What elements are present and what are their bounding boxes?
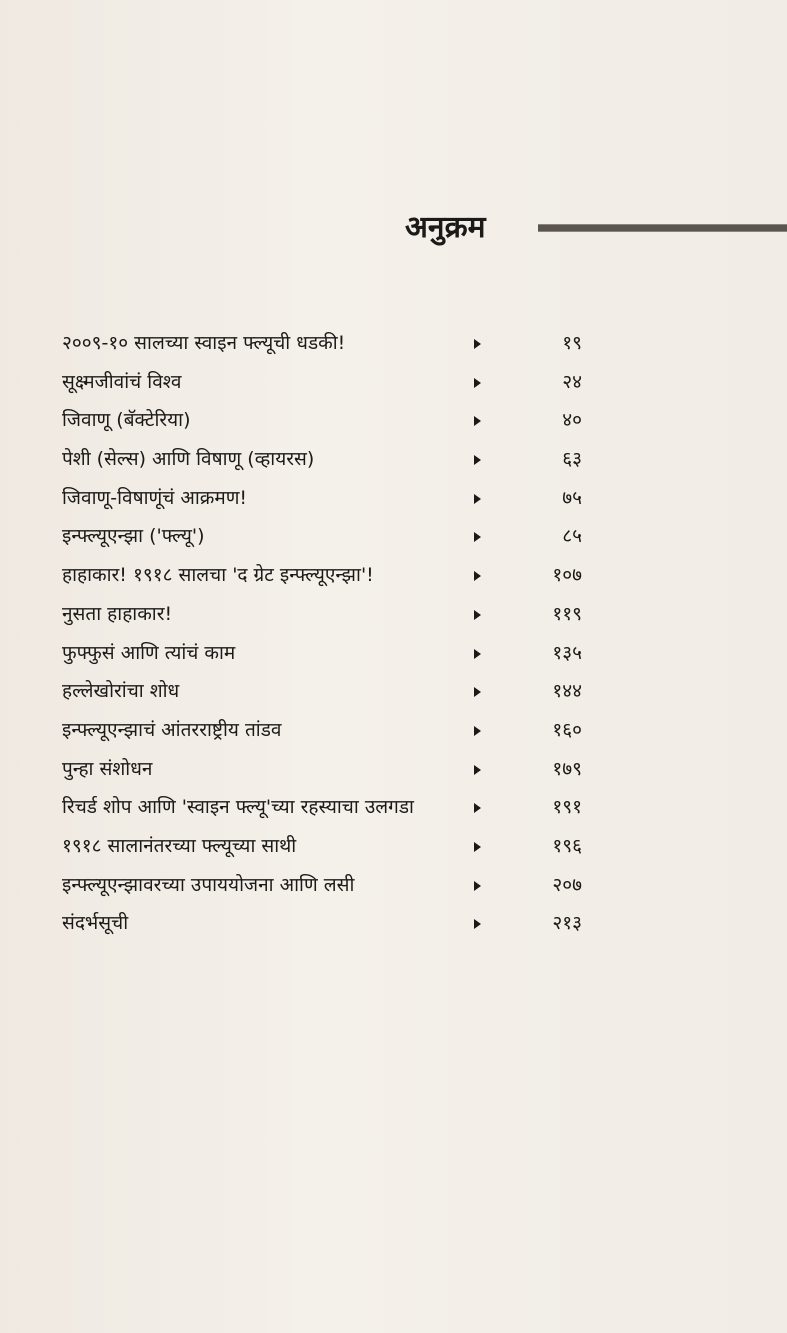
toc-entry bbox=[62, 519, 582, 558]
triangle-right-icon bbox=[474, 726, 481, 736]
heading-rule bbox=[538, 224, 787, 232]
triangle-right-icon bbox=[474, 919, 481, 929]
toc-entry-title: फुफ्फुसं आणि त्यांचं काम bbox=[62, 641, 236, 664]
triangle-right-icon bbox=[474, 455, 481, 465]
triangle-right-icon bbox=[474, 842, 481, 852]
toc-entry-page-number: ६३ bbox=[562, 448, 582, 471]
toc-entry-title: २००९-१० सालच्या स्वाइन फ्ल्यूची धडकी! bbox=[62, 332, 346, 354]
toc-entry-page-number: २४ bbox=[562, 370, 582, 393]
page-title: अनुक्रम bbox=[405, 210, 486, 245]
toc-entry bbox=[62, 713, 582, 752]
toc-entry bbox=[62, 442, 582, 481]
toc-entry-title: जिवाणू (बॅक्टेरिया) bbox=[62, 409, 191, 432]
toc-entry bbox=[62, 403, 582, 442]
toc-entry bbox=[62, 868, 582, 907]
toc-entry bbox=[62, 481, 582, 520]
toc-entry bbox=[62, 597, 582, 636]
triangle-right-icon bbox=[474, 610, 481, 620]
toc-entry-page-number: ४० bbox=[562, 409, 582, 432]
toc-entry-page-number: २१३ bbox=[552, 912, 582, 935]
triangle-right-icon bbox=[474, 416, 481, 426]
triangle-right-icon bbox=[474, 494, 481, 504]
toc-entry-page-number: १०७ bbox=[552, 564, 582, 587]
toc-entry-page-number: १९६ bbox=[552, 834, 582, 857]
toc-entry-page-number: ८५ bbox=[562, 525, 582, 548]
toc-entry-title: पेशी (सेल्स) आणि विषाणू (व्हायरस) bbox=[62, 448, 315, 471]
toc-entry-page-number: १४४ bbox=[552, 680, 582, 703]
toc-entry bbox=[62, 636, 582, 675]
triangle-right-icon bbox=[474, 571, 481, 581]
toc-entry-title: पुन्हा संशोधन bbox=[62, 757, 153, 780]
toc-entry-page-number: १९ bbox=[562, 332, 582, 354]
toc-entry-page-number: १६० bbox=[552, 718, 582, 741]
toc-entry-title: जिवाणू-विषाणूंचं आक्रमण! bbox=[62, 486, 248, 509]
triangle-right-icon bbox=[474, 339, 481, 349]
toc-entry-page-number: २०७ bbox=[552, 873, 582, 896]
toc-entry-page-number: १७९ bbox=[552, 757, 582, 780]
toc-entry-title: रिचर्ड शोप आणि 'स्वाइन फ्ल्यू'च्या रहस्याचा उलगडा bbox=[62, 796, 414, 819]
toc-entry-page-number: ७५ bbox=[562, 486, 582, 509]
heading-area bbox=[0, 208, 787, 256]
toc-entry bbox=[62, 906, 582, 945]
toc-entry-title: संदर्भसूची bbox=[62, 912, 129, 935]
toc-entry-page-number: १३५ bbox=[552, 641, 582, 664]
triangle-right-icon bbox=[474, 765, 481, 775]
triangle-right-icon bbox=[474, 803, 481, 813]
triangle-right-icon bbox=[474, 881, 481, 891]
triangle-right-icon bbox=[474, 378, 481, 388]
toc-entry-title: इन्फ्ल्यूएन्झा ('फ्ल्यू') bbox=[62, 525, 205, 548]
toc-entry bbox=[62, 752, 582, 791]
toc-entry bbox=[62, 674, 582, 713]
triangle-right-icon bbox=[474, 687, 481, 697]
toc-entry-title: इन्फ्ल्यूएन्झाचं आंतरराष्ट्रीय तांडव bbox=[62, 718, 282, 741]
toc-entry-title: सूक्ष्मजीवांचं विश्व bbox=[62, 370, 182, 393]
toc-entry-title: हल्लेखोरांचा शोध bbox=[62, 680, 180, 703]
toc-entry-title: नुसता हाहाकार! bbox=[62, 602, 173, 625]
toc-entry-title: इन्फ्ल्यूएन्झावरच्या उपाययोजना आणि लसी bbox=[62, 873, 355, 896]
toc-entry-page-number: १९१ bbox=[552, 796, 582, 819]
toc-entry bbox=[62, 365, 582, 404]
toc-entry bbox=[62, 790, 582, 829]
toc-entry-title: हाहाकार! १९१८ सालचा 'द ग्रेट इन्फ्ल्यूएन्झा'! bbox=[62, 564, 374, 587]
toc-entry-page-number: ११९ bbox=[552, 602, 582, 625]
toc-entry bbox=[62, 558, 582, 597]
triangle-right-icon bbox=[474, 649, 481, 659]
toc-entry bbox=[62, 326, 582, 365]
triangle-right-icon bbox=[474, 532, 481, 542]
table-of-contents bbox=[62, 326, 582, 945]
toc-entry bbox=[62, 829, 582, 868]
toc-entry-title: १९१८ सालानंतरच्या फ्ल्यूच्या साथी bbox=[62, 834, 297, 857]
